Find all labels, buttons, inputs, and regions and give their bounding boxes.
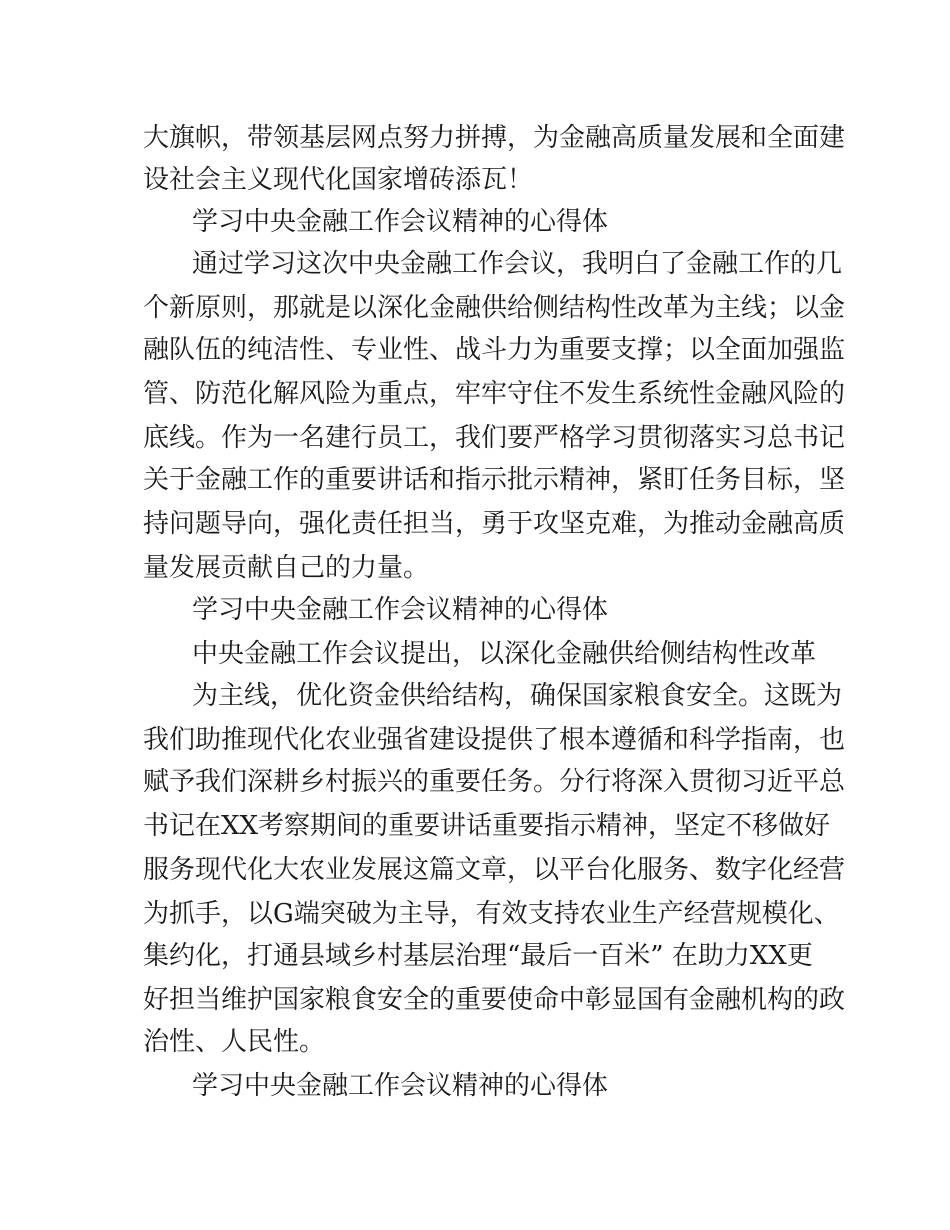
text-line: 融队伍的纯洁性、专业性、战斗力为重要支撑；以全面加强监 bbox=[143, 335, 846, 365]
section-heading: 学习中央金融工作会议精神的心得体 bbox=[192, 207, 609, 237]
text-line: 治性、人民性。 bbox=[143, 1027, 326, 1057]
text-line: 赋予我们深耕乡村振兴的重要任务。分行将深入贯彻习近平总 bbox=[143, 767, 846, 797]
text-line: 好担当维护国家粮食安全的重要使命中彰显国有金融机构的政 bbox=[143, 985, 846, 1015]
text-line: 为主线，优化资金供给结构，确保国家粮食安全。这既为 bbox=[192, 681, 843, 711]
paragraph-first-line: 通过学习这次中央金融工作会议，我明白了金融工作的几 bbox=[192, 249, 843, 279]
text-line: 量发展贡献自己的力量。 bbox=[143, 553, 430, 583]
text-line: 我们助推现代化农业强省建设提供了根本遵循和科学指南，也 bbox=[143, 725, 846, 755]
section-heading: 学习中央金融工作会议精神的心得体 bbox=[192, 595, 609, 625]
paragraph-first-line: 中央金融工作会议提出，以深化金融供给侧结构性改革 bbox=[192, 639, 817, 669]
text-line: 大旗帜，带领基层网点努力拼搏，为金融高质量发展和全面建 bbox=[143, 123, 846, 153]
section-heading: 学习中央金融工作会议精神的心得体 bbox=[192, 1071, 609, 1101]
text-line: 服务现代化大农业发展这篇文章，以平台化服务、数字化经营 bbox=[143, 855, 846, 885]
text-line: 管、防范化解风险为重点，牢牢守住不发生系统性金融风险的 bbox=[143, 379, 846, 409]
text-line: 书记在XX考察期间的重要讲话重要指示精神，坚定不移做好 bbox=[143, 811, 831, 841]
text-line: 关于金融工作的重要讲话和指示批示精神，紧盯任务目标，坚 bbox=[143, 465, 846, 495]
text-line: 设社会主义现代化国家增砖添瓦！ bbox=[143, 165, 534, 195]
text-line: 持问题导向，强化责任担当，勇于攻坚克难，为推动金融高质 bbox=[143, 509, 846, 539]
text-line: 为抓手，以G端突破为主导，有效支持农业生产经营规模化、 bbox=[143, 899, 840, 929]
text-line: 集约化，打通县域乡村基层治理“最后一百米” 在助力XX更 bbox=[143, 941, 813, 971]
text-line: 底线。作为一名建行员工，我们要严格学习贯彻落实习总书记 bbox=[143, 423, 846, 453]
text-line: 个新原则，那就是以深化金融供给侧结构性改革为主线；以金 bbox=[143, 293, 846, 323]
